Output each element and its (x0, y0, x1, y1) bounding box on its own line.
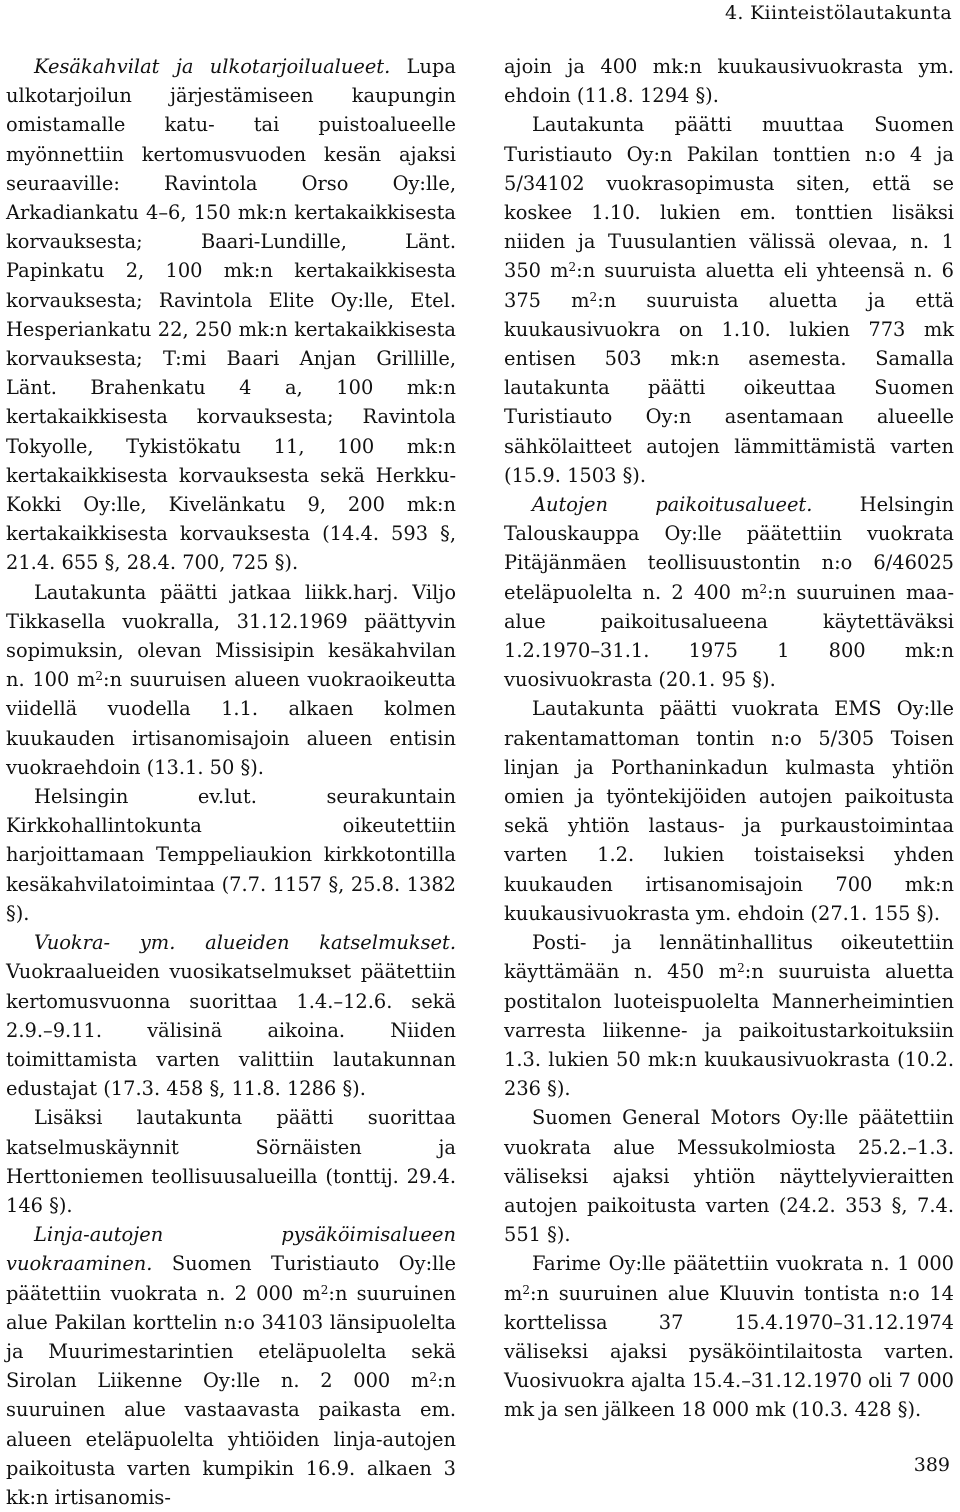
section-title: Vuokra- ym. alueiden katselmukset. (34, 931, 456, 955)
superscript: 2 (95, 669, 104, 684)
paragraph-text: Suomen General Motors Oy:lle päätettiin vuokrata alue Messukolmiosta 25.2.–1.3. väliseksi ajaksi yhtiön näyttelyvieraitten autojen paikoitusta varten (24.2. 353 §, 7.4. 551 §). (504, 1106, 954, 1247)
paragraph-general-motors (504, 1103, 954, 1249)
paragraph-continuation (504, 52, 954, 110)
running-header: 4. Kiinteistölautakunta (725, 2, 952, 24)
paragraph-kesakahvilat (6, 52, 456, 578)
paragraph-farime (504, 1249, 954, 1424)
paragraph-text: :n suuruinen alue Pakilan korttelin n:o 34103 länsipuolelta ja Muurimestarintien eteläpuolelta sekä Sirolan Liikenne Oy:lle n. 2 000 m (6, 1281, 456, 1393)
paragraph-text: Lautakunta päätti jatkaa liikk.harj. Viljo Tikkasella vuokralla, 31.12.1969 päättyvin sopimuksin, olevan Missisipin kesäkahvilan n. 100 m (6, 580, 456, 692)
paragraph-text: Posti- ja lennätinhallitus oikeutettiin käyttämään n. 450 m (504, 931, 954, 984)
paragraph-text: :n suuruinen alue vastaavasta paikasta em. alueen eteläpuolelta yhtiöiden linja-autojen paikoitusta varten kumpikin 16.9. alkaen 3 kk:n irtisanomis- (6, 1369, 456, 1509)
superscript: 2 (320, 1282, 329, 1297)
paragraph-text: :n suuruista aluetta ja että kuukausivuokra on 1.10. lukien 773 mk entisen 503 mk:n asemesta. Samalla lautakunta päätti oikeuttaa Suomen Turistiauto Oy:n asentamaan alueelle sähkölaitteet autojen lämmittämistä varten (15.9. 1503 §). (504, 288, 955, 487)
section-title: Autojen paikoitusalueet. (532, 493, 813, 517)
left-column (6, 52, 456, 1512)
paragraph-text: Suomen Turistiauto Oy:lle päätettiin vuokrata n. 2 000 m (6, 1252, 456, 1305)
paragraph-text: :n suuruinen alue Kluuvin tontista n:o 14 korttelissa 37 15.4.1970–31.12.1974 väliseksi ajaksi pysäköintilaitosta varten. Vuosivuokra ajalta 15.4.–31.12.1970 oli 7 000 mk ja sen jälkeen 18 000 mk (10.3. 428 §). (504, 1281, 954, 1422)
paragraph-text: Lautakunta päätti muuttaa Suomen Turistiauto Oy:n Pakilan tonttien n:o 4 ja 5/34102 vuokrasopimusta siten, että se koskee 1.10. lukien em. tonttien lisäksi niiden ja Tuusulantien välissä olevaa, n. 1 350 m (504, 113, 954, 283)
paragraph-text: :n suuruista aluetta eli yhteensä n. 6 375 m (504, 259, 954, 312)
paragraph-posti (504, 928, 954, 1103)
superscript: 2 (522, 1282, 531, 1297)
paragraph-missisipi (6, 578, 456, 782)
paragraph-linja-autot (6, 1220, 456, 1512)
paragraph-kirkkohallintokunta (6, 782, 456, 928)
paragraph-text: Lupa ulkotarjoilun järjestämiseen kaupungin omistamalle katu- tai puistoalueelle myönnettiin kertomusvuoden kesän ajaksi seuraaville: Ravintola Orso Oy:lle, Arkadiankatu 4–6, 150 mk:n kertakaikkisesta korvauksesta; Baari-Lundille, Länt. Papinkatu 2, 100 mk:n kertakaikkisesta korvauksesta; Ravintola Elite Oy:lle, Etel. Hesperiankatu 22, 250 mk:n kertakaikkisesta korvauksesta; T:mi Baari Anjan Grillille, Länt. Brahenkatu 4 a, 100 mk:n kertakaikkisesta korvauksesta; Ravintola Tokyolle, Tykistökatu 11, 100 mk:n kertakaikkisesta korvauksesta sekä Herkku-Kokki Oy:lle, Kivelänkatu 9, 200 mk:n kertakaikkisesta korvauksesta (14.4. 593 §, 21.4. 655 §, 28.4. 700, 725 §). (6, 55, 456, 575)
superscript: 2 (759, 581, 768, 596)
paragraph-text: Farime Oy:lle päätettiin vuokrata n. 1 000 m (504, 1252, 954, 1305)
page-number: 389 (913, 1454, 950, 1476)
section-title: Linja-autojen pysäköimisalueen vuokraaminen. (6, 1223, 456, 1276)
superscript: 2 (429, 1370, 437, 1385)
section-title: Kesäkahvilat ja ulkotarjoilualueet. (34, 55, 391, 78)
superscript: 2 (737, 961, 745, 976)
paragraph-katselmuskaynnit (6, 1103, 456, 1220)
paragraph-text: Lisäksi lautakunta päätti suorittaa katselmuskäynnit Sörnäisten ja Herttoniemen teollisuusalueilla (tonttij. 29.4. 146 §). (6, 1106, 456, 1217)
paragraph-text: Vuokraalueiden vuosikatselmukset päätettiin kertomusvuonna suorittaa 1.4.–12.6. sekä 2.9.–9.11. välisinä aikoina. Niiden toimittamista varten valittiin lautakunnan edustajat (17.3. 458 §, 11.8. 1286 §). (6, 960, 456, 1101)
paragraph-paikoitusalueet (504, 490, 954, 694)
paragraph-text: :n suuruista aluetta postitalon luoteispuolelta Mannerheimintien varresta liikenne- ja paikoitustarkoituksiin 1.3. lukien 50 mk:n kuukausivuokrasta (10.2. 236 §). (504, 960, 954, 1101)
superscript: 2 (568, 260, 577, 275)
paragraph-ems (504, 694, 954, 928)
paragraph-katselmukset (6, 928, 456, 1103)
paragraph-text: ajoin ja 400 mk:n kuukausivuokrasta ym. ehdoin (11.8. 1294 §). (504, 55, 954, 108)
right-column (504, 52, 954, 1425)
paragraph-text: Helsingin ev.lut. seurakuntain Kirkkohallintokunta oikeutettiin harjoittamaan Temppeliaukion kirkkotontilla kesäkahvilatoimintaa (7.7. 1157 §, 25.8. 1382 §). (6, 785, 456, 925)
paragraph-pakila (504, 110, 954, 490)
paragraph-text: :n suuruinen maa-alue paikoitusalueena käytettäväksi 1.2.1970–31.1. 1975 1 800 mk:n vuosivuokrasta (20.1. 95 §). (504, 580, 955, 692)
paragraph-text: Lautakunta päätti vuokrata EMS Oy:lle rakentamattoman tontin n:o 5/305 Toisen linjan ja Porthaninkadun kulmasta yhtiön omien ja työntekijöiden autojen paikoitusta sekä yhtiön lastaus- ja purkaustoimintaa varten 1.2. lukien toistaiseksi yhden kuukauden irtisanomisajoin 700 mk:n kuukausivuokrasta ym. ehdoin (27.1. 155 §). (504, 697, 954, 925)
paragraph-text: Helsingin Talouskauppa Oy:lle päätettiin vuokrata Pitäjänmäen teollisuustontin n:o 6/46025 eteläpuolelta n. 2 400 m (504, 493, 954, 604)
superscript: 2 (589, 289, 598, 304)
paragraph-text: :n suuruisen alueen vuokraoikeutta viidellä vuodella 1.1. alkaen kolmen kuukauden irtisanomisajoin alueen entisin vuokraehdoin (13.1. 50 §). (6, 668, 456, 779)
